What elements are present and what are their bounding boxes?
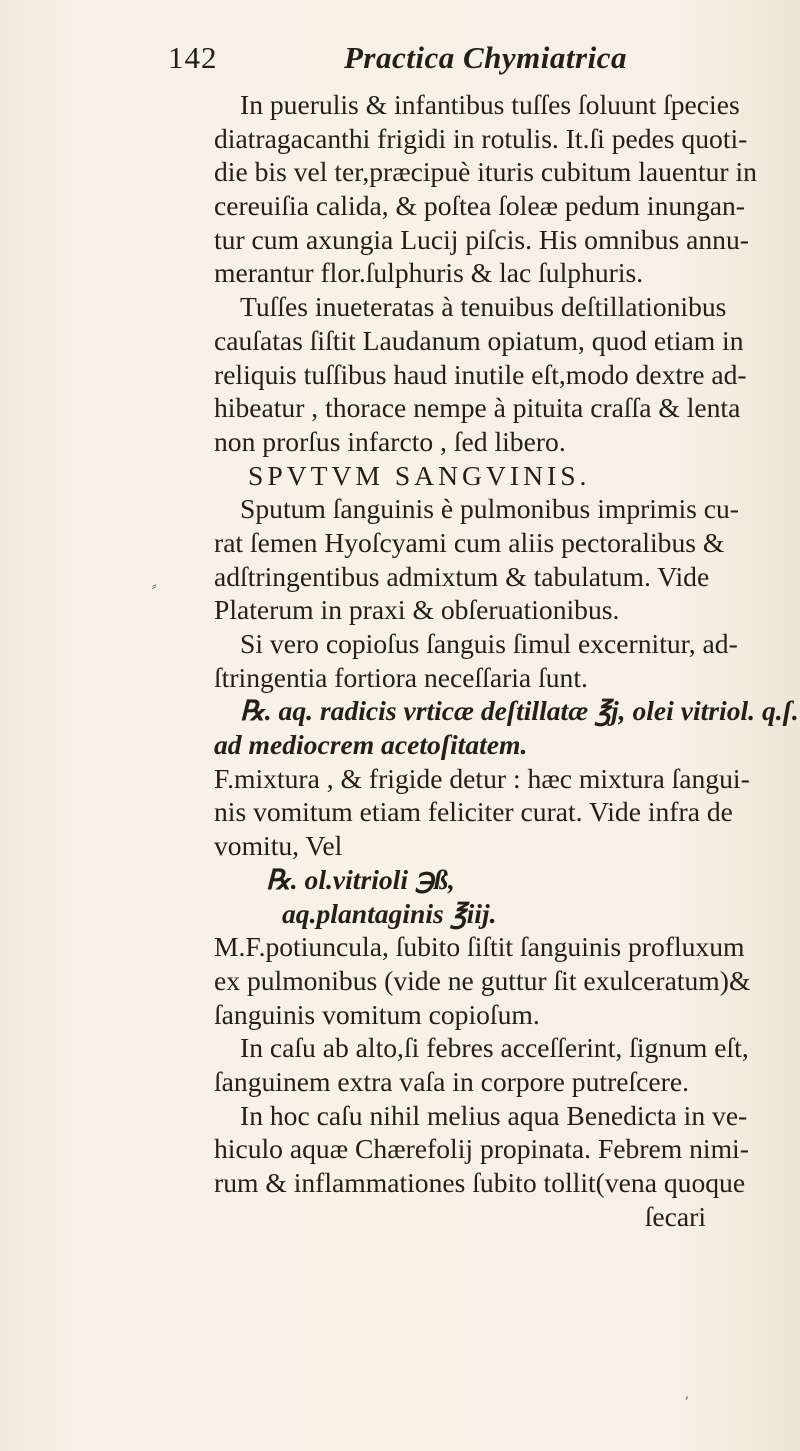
text-line: F.mixtura , & frigide detur : hæc mixtura ſangui- [214,762,750,794]
recipe-line: ℞. ol.vitrioli ℈ß, [266,863,455,895]
text-line: non prorſus infarcto , ſed libero. [214,425,566,457]
text-line: hiculo aquæ Chærefolij propinata. Febrem nimi- [214,1133,749,1165]
ink-mark-icon: ⸗ [152,578,157,594]
running-title: Practica Chymiatrica [344,40,627,75]
page-header [168,36,688,82]
text-line: In hoc caſu nihil melius aqua Benedicta in ve- [240,1099,748,1131]
catchword: ſecari [644,1200,706,1232]
body-text [214,88,799,1233]
text-line: reliquis tuſſibus haud inutile eſt,modo dextre ad- [214,358,747,390]
recipe-line: ad mediocrem acetoſitatem. [214,729,528,761]
text-line: rat ſemen Hyoſcyami cum aliis pectoralibus & [214,526,725,558]
text-line: Sputum ſanguinis è pulmonibus imprimis cu- [240,493,739,525]
text-line: vomitu, Vel [214,830,343,862]
text-line: ex pulmonibus (vide ne guttur ſit exulceratum)& [214,964,751,996]
text-line: cereuiſia calida, & poſtea ſoleæ pedum inungan- [214,190,745,222]
text-line: merantur flor.ſulphuris & lac ſulphuris. [214,257,644,289]
text-line: In caſu ab alto,ſi febres acceſſerint, ſignum eſt, [240,1032,749,1064]
text-line: ſtringentia fortiora neceſſaria ſunt. [214,661,588,693]
text-line: nis vomitum etiam feliciter curat. Vide infra de [214,796,733,828]
recipe-line: ℞. aq. radicis vrticæ deſtillatæ ℥j, olei vitriol. q.ſ. [240,695,799,727]
text-line: die bis vel ter,præcipuè ituris cubitum lauentur in [214,156,757,188]
text-line: ſanguinem extra vaſa in corpore putreſcere. [214,1065,689,1097]
text-line: Si vero copioſus ſanguis ſimul excernitur, ad- [240,628,738,659]
text-line: tur cum axungia Lucij piſcis. His omnibus annu- [214,223,749,255]
text-line: cauſatas ſiſtit Laudanum opiatum, quod etiam in [214,324,744,356]
text-line: rum & inflammationes ſubito tollit(vena quoque [214,1167,746,1198]
text-line: adſtringentibus admixtum & tabulatum. Vide [214,560,710,592]
text-line: diatragacanthi frigidi in rotulis. It.ſi pedes quoti- [214,122,748,154]
page-number: 142 [168,40,218,75]
text-line: Platerum in praxi & obſeruationibus. [214,594,620,626]
section-heading: SPVTVM SANGVINIS. [248,459,591,491]
text-line: ſanguinis vomitum copioſum. [214,998,540,1030]
text-line: M.F.potiuncula, ſubito ſiſtit ſanguinis profluxum [214,931,745,963]
text-line: Tuſſes inueteratas à tenuibus deſtillationibus [240,291,727,323]
text-line: In puerulis & infantibus tuſſes ſoluunt ſpecies [240,89,740,120]
ink-mark-icon: ʼ [684,1395,689,1411]
text-line: hibeatur , thorace nempe à pituita craſſa & lenta [214,392,741,424]
recipe-line: aq.plantaginis ℥iij. [282,897,497,929]
